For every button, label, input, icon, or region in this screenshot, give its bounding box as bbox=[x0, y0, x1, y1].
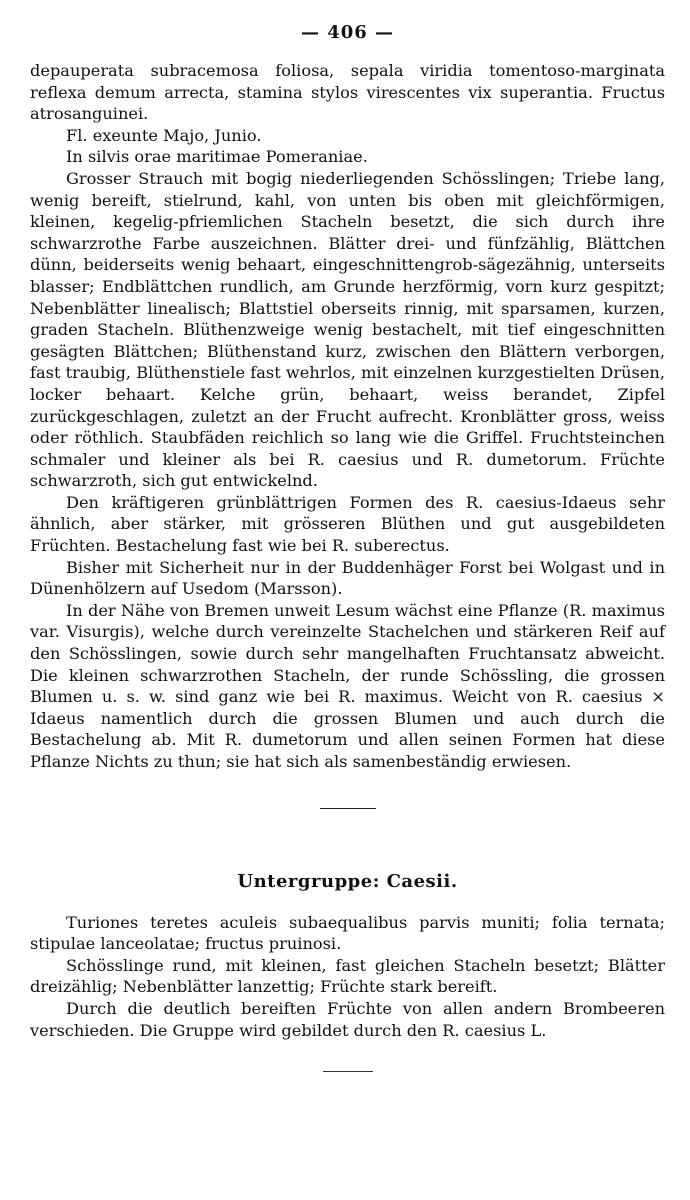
paragraph: depauperata subracemosa foliosa, sepala viridia tomentoso-marginata reflexa demum arrecta, stamina stylos virescentes vix superantia. Fructus atrosanguinei. bbox=[30, 61, 665, 124]
paragraph: Fl. exeunte Majo, Junio. bbox=[66, 125, 262, 145]
paragraph: In silvis orae maritimae Pomeraniae. bbox=[66, 147, 368, 167]
paragraph: In der Nähe von Bremen unweit Lesum wächst eine Pflanze (R. maximus var. Visurgis), welche durch vereinzelte Stachelchen und stärkeren Reif auf den Schösslingen, sowie durch sehr mangelhaften Fruchtansatz abweicht. Die kleinen schwarzrothen Stacheln, der runde Schössling, die grossen Blumen u. s. w. sind ganz wie bei R. maximus. Weicht von R. caesius ⨯ Idaeus namentlich durch die grossen Blumen und auch durch die Bestachelung ab. Mit R. dumetorum und allen seinen Formen hat diese Pflanze Nichts zu thun; sie hat sich als samenbeständig erwiesen. bbox=[30, 600, 665, 771]
paragraph: Turiones teretes aculeis subaequalibus parvis muniti; folia ternata; stipulae lanceolatae; fructus pruinosi. bbox=[30, 912, 665, 954]
footer-rule bbox=[323, 1071, 373, 1072]
paragraph: Bisher mit Sicherheit nur in der Buddenhäger Forst bei Wolgast und in Dünenhölzern auf Usedom (Marsson). bbox=[30, 557, 665, 599]
page bbox=[30, 18, 665, 1072]
paragraph: Grosser Strauch mit bogig niederliegenden Schösslingen; Triebe lang, wenig bereift, stielrund, kahl, von unten bis oben mit gleichförmigen, kleinen, kegelig-pfriemlichen Stacheln besetzt, die sich durch ihre schwarzrothe Farbe auszeichnen. Blätter drei- und fünfzählig, Blättchen dünn, beiderseits wenig behaart, eingeschnittengrob-sägezähnig, unterseits blasser; Endblättchen rundlich, am Grunde herzförmig, vorn kurz gespitzt; Nebenblätter linealisch; Blattstiel oberseits rinnig, mit sparsamen, kurzen, graden Stacheln. Blüthenzweige wenig bestachelt, mit tief eingeschnitten gesägten Blättchen; Blüthenstand kurz, zwischen den Blättern verborgen, fast traubig, Blüthenstiele fast wehrlos, mit einzelnen kurzgestielten Drüsen, locker behaart. Kelche grün, behaart, weiss berandet, Zipfel zurückgeschlagen, zuletzt an der Frucht aufrecht. Kronblätter gross, weiss oder röthlich. Staubfäden reichlich so lang wie die Griffel. Fruchtsteinchen schmaler und kleiner als bei R. caesius und R. dumetorum. Früchte schwarzroth, sich gut entwickelnd. bbox=[30, 168, 665, 491]
section-heading: Untergruppe: Caesii. bbox=[237, 870, 458, 892]
paragraph: Den kräftigeren grünblättrigen Formen des R. caesius-Idaeus sehr ähnlich, aber stärker, mit grösseren Blüthen und gut ausgebildeten Früchten. Bestachelung fast wie bei R. suberectus. bbox=[30, 492, 665, 556]
paragraph: Durch die deutlich bereiften Früchte von allen andern Brombeeren verschieden. Die Gruppe wird gebildet durch den R. caesius L. bbox=[30, 998, 665, 1040]
paragraph: Schösslinge rund, mit kleinen, fast gleichen Stacheln besetzt; Blätter dreizählig; Nebenblätter lanzettig; Früchte stark bereift. bbox=[30, 955, 665, 997]
section-text bbox=[30, 912, 665, 1042]
main-text bbox=[30, 60, 665, 773]
separator-rule bbox=[320, 808, 376, 809]
page-number: — 406 — bbox=[300, 22, 395, 43]
